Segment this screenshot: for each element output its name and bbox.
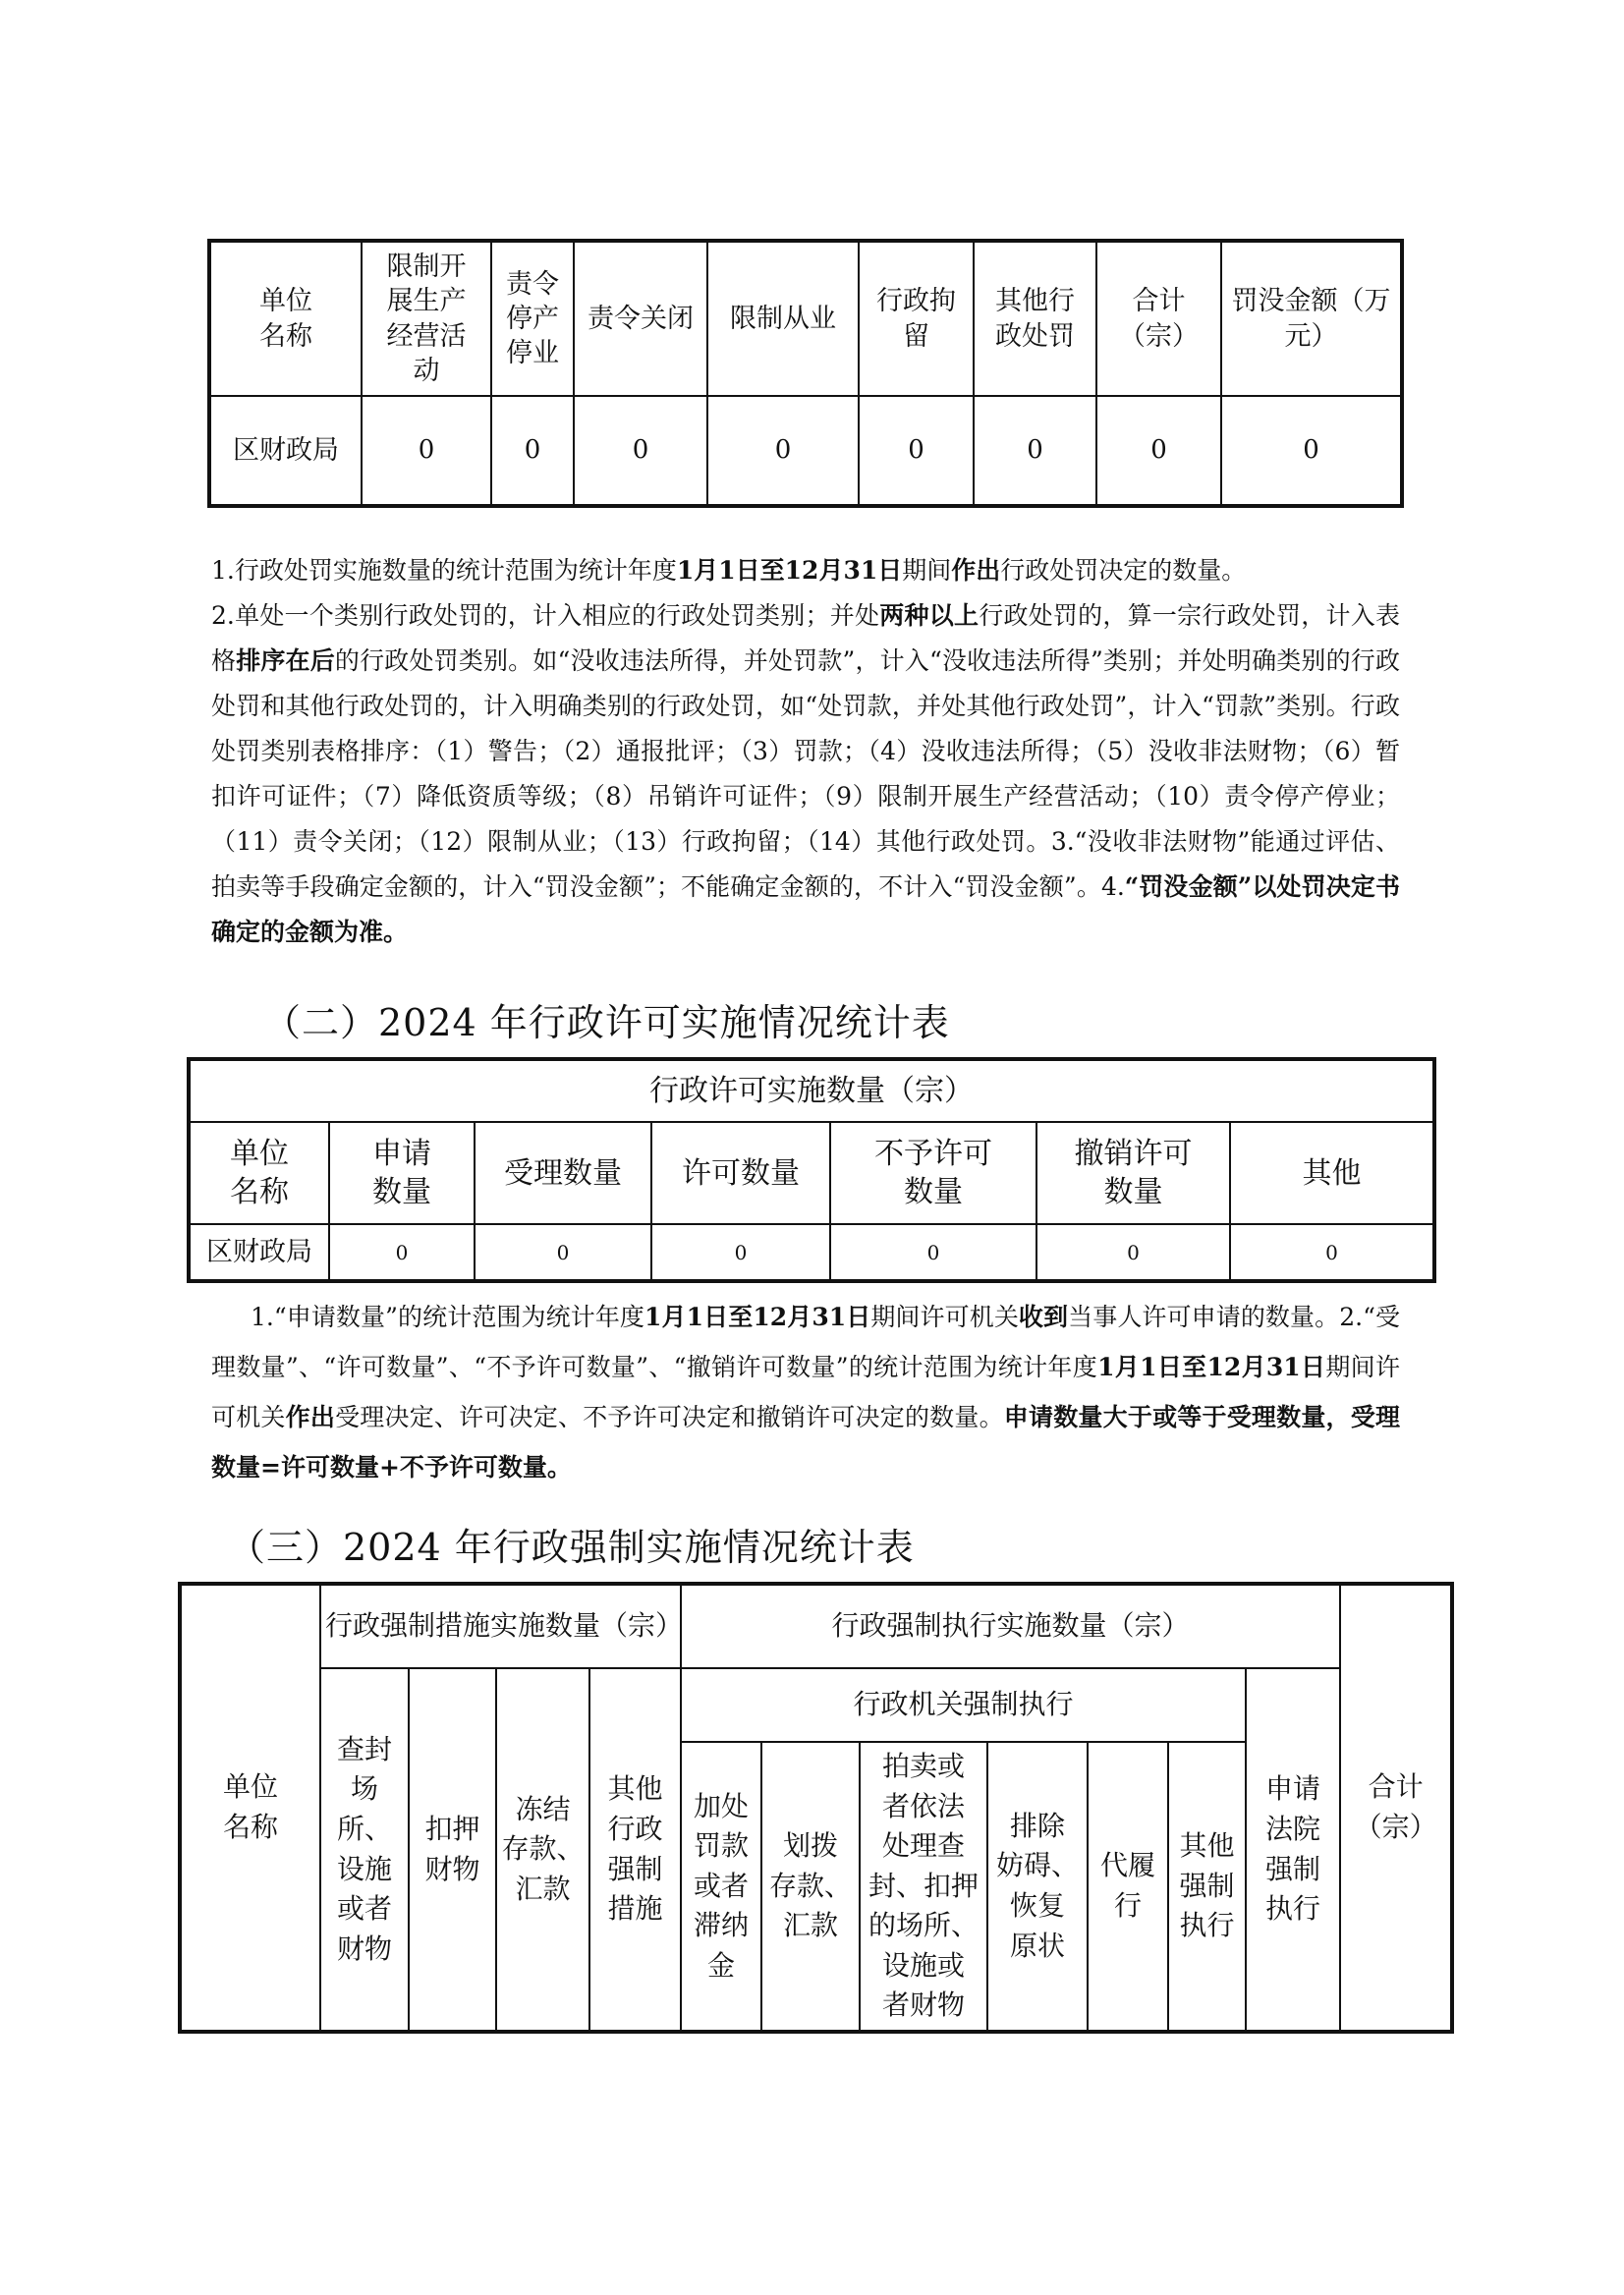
header-detention: 行政拘 留 bbox=[859, 241, 974, 396]
penalty-header-row bbox=[209, 241, 1402, 396]
header-auction-property: 拍卖或 者依法 处理查 封、扣押 的场所、 设施或 者财物 bbox=[860, 1742, 987, 2032]
permit-table bbox=[187, 1057, 1436, 1283]
value-cell: 0 bbox=[1096, 396, 1221, 506]
unit-name-cell: 区财政局 bbox=[189, 1224, 329, 1281]
value-cell: 0 bbox=[1230, 1224, 1434, 1281]
header-other-penalty: 其他行 政处罚 bbox=[974, 241, 1096, 396]
table-row bbox=[189, 1224, 1434, 1281]
section-title-enforcement: （三）2024 年行政强制实施情况统计表 bbox=[228, 1526, 915, 1569]
header-total: 合计 （宗） bbox=[1340, 1584, 1452, 2032]
value-cell: 0 bbox=[574, 396, 707, 506]
header-transfer-deposits: 划拨 存款、 汇款 bbox=[761, 1742, 860, 2032]
header-restrict-practice: 限制从业 bbox=[707, 241, 859, 396]
header-application-count: 申请 数量 bbox=[329, 1122, 475, 1224]
header-restrict-production: 限制开 展生产 经营活 动 bbox=[362, 241, 491, 396]
header-revoked-count: 撤销许可 数量 bbox=[1036, 1122, 1230, 1224]
permit-table-caption: 行政许可实施数量（宗） bbox=[189, 1059, 1434, 1122]
header-granted-count: 许可数量 bbox=[651, 1122, 830, 1224]
header-accepted-count: 受理数量 bbox=[475, 1122, 651, 1224]
enforcement-header-row-1 bbox=[180, 1584, 1452, 1668]
enforcement-header-row-2 bbox=[180, 1668, 1452, 1742]
value-cell: 0 bbox=[329, 1224, 475, 1281]
header-unit-name: 单位 名称 bbox=[189, 1122, 329, 1224]
enforcement-table bbox=[178, 1582, 1454, 2034]
header-execution: 行政强制执行实施数量（宗） bbox=[681, 1584, 1340, 1668]
table-row bbox=[209, 396, 1402, 506]
header-other-measures: 其他 行政 强制 措施 bbox=[589, 1668, 681, 2032]
header-other-execution: 其他 强制 执行 bbox=[1168, 1742, 1246, 2032]
header-total: 合计 （宗） bbox=[1096, 241, 1221, 396]
header-seal-property: 查封 场 所、 设施 或者 财物 bbox=[320, 1668, 409, 2032]
section-title-permit: （二）2024 年行政许可实施情况统计表 bbox=[263, 1001, 950, 1044]
header-late-fines: 加处 罚款 或者 滞纳 金 bbox=[681, 1742, 761, 2032]
header-substitute-performance: 代履 行 bbox=[1088, 1742, 1168, 2032]
permit-header-row bbox=[189, 1122, 1434, 1224]
value-cell: 0 bbox=[362, 396, 491, 506]
value-cell: 0 bbox=[491, 396, 574, 506]
header-freeze-deposits: 冻结 存款、 汇款 bbox=[496, 1668, 589, 2032]
value-cell: 0 bbox=[707, 396, 859, 506]
header-unit-name: 单位 名称 bbox=[209, 241, 362, 396]
value-cell: 0 bbox=[974, 396, 1096, 506]
header-remove-obstruction: 排除 妨碍、 恢复 原状 bbox=[987, 1742, 1088, 2032]
value-cell: 0 bbox=[859, 396, 974, 506]
header-order-close: 责令关闭 bbox=[574, 241, 707, 396]
value-cell: 0 bbox=[1221, 396, 1402, 506]
penalty-notes: 1.行政处罚实施数量的统计范围为统计年度1月1日至12月31日期间作出行政处罚决定的数量。 2.单处一个类别行政处罚的，计入相应的行政处罚类别；并处两种以上行政处罚的，算一宗行政处罚，计入表格排序在后的行政处罚类别。如“没收违法所得，并处罚款”，计入“没收违法所得”类别；并处明确类别的行政处罚和其他行政处罚的，计入明确类别的行政处罚，如“处罚款，并处其他行政处罚”，计入“罚款”类别。行政处罚类别表格排序：（1）警告；（2）通报批评；（3）罚款；（4）没收违法所得；（5）没收非法财物；（6）暂扣许可证件；（7）降低资质等级；（8）吊销许可证件；（9）限制开展生产经营活动；（10）责令停产停业；（11）责令关闭；（12）限制从业；（13）行政拘留；（14）其他行政处罚。3.“没收非法财物”能通过评估、拍卖等手段确定金额的，计入“罚没金额”；不能确定金额的，不计入“罚没金额”。4.“罚没金额”以处罚决定书确定的金额为准。 bbox=[211, 556, 1400, 946]
header-seize-property: 扣押 财物 bbox=[409, 1668, 496, 2032]
unit-name-cell: 区财政局 bbox=[209, 396, 362, 506]
header-unit-name: 单位 名称 bbox=[180, 1584, 320, 2032]
penalty-table bbox=[207, 239, 1404, 508]
value-cell: 0 bbox=[651, 1224, 830, 1281]
permit-notes: 1.“申请数量”的统计范围为统计年度1月1日至12月31日期间许可机关收到当事人许可申请的数量。2.“受理数量”、“许可数量”、“不予许可数量”、“撤销许可数量”的统计范围为统计年度1月1日至12月31日期间许可机关作出受理决定、许可决定、不予许可决定和撤销许可决定的数量。申请数量大于或等于受理数量，受理数量=许可数量+不予许可数量。 bbox=[211, 1303, 1400, 1482]
header-suspend-production: 责令 停产 停业 bbox=[491, 241, 574, 396]
header-measures: 行政强制措施实施数量（宗） bbox=[320, 1584, 681, 1668]
value-cell: 0 bbox=[830, 1224, 1036, 1281]
header-agency-execution: 行政机关强制执行 bbox=[681, 1668, 1246, 1742]
permit-caption-row bbox=[189, 1059, 1434, 1122]
header-fine-amount: 罚没金额（万 元） bbox=[1221, 241, 1402, 396]
header-court-execution: 申请 法院 强制 执行 bbox=[1246, 1668, 1340, 2032]
header-other: 其他 bbox=[1230, 1122, 1434, 1224]
value-cell: 0 bbox=[1036, 1224, 1230, 1281]
header-denied-count: 不予许可 数量 bbox=[830, 1122, 1036, 1224]
value-cell: 0 bbox=[475, 1224, 651, 1281]
